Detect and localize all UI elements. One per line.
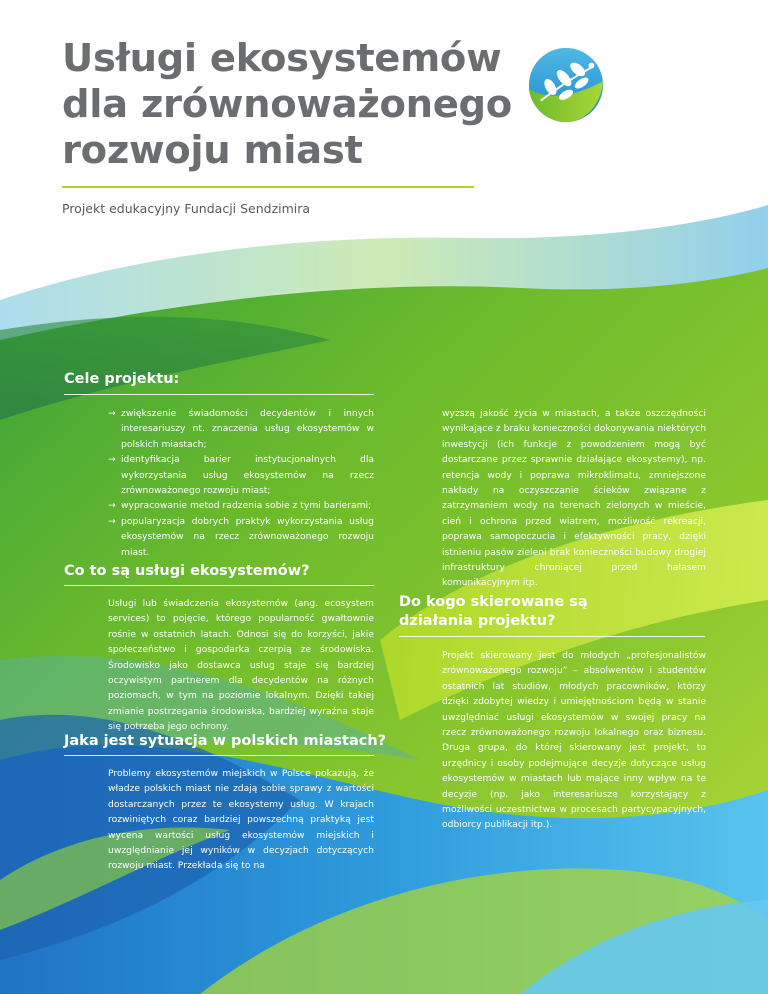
title-line: Usługi ekosystemów <box>62 36 502 81</box>
paragraph-situation: Problemy ekosystemów miejskich w Polsce pokazują, że władze polskich miast nie zdają sobie sprawy z wartości dostarczanych przez te ekosystemy usług. W krajach rozwiniętych coraz bardziej powszechną praktyką jest wycena wartości usług ekosystemów miejskich i uwzględnianie jej wyników w decyzjach dotyczących rozwoju miast. Przekłada się to na <box>108 768 374 872</box>
heading-line: Do kogo skierowane są <box>399 594 588 610</box>
arrow-right-icon: → <box>108 408 116 419</box>
paragraph-what: Usługi lub świadczenia ekosystemów (ang. ecosystem services) to pojęcie, którego popularność gwałtownie rośnie w ostatnich latach. Odnosi się do korzyści, jakie społeczeństwo i gospodarka czerpią ze środowiska. Środowisko jako dostawca usług staje się bardziej oczywistym partnerem dla decydentów na różnych poziomach, w tym na poziomie lokalnym. Dzięki takiej zmianie postrzegania środowiska, bardziej wyraźna staje się potrzeba jego ochrony. <box>108 598 374 733</box>
heading-line: działania projektu? <box>399 613 556 629</box>
list-item <box>108 498 374 513</box>
list-item <box>108 514 374 560</box>
leaf-branch-globe-icon <box>527 46 605 124</box>
section-rule <box>64 585 374 586</box>
goals-list <box>108 406 374 560</box>
page-title <box>62 36 532 174</box>
list-item-text: identyfikacja barier instytucjonalnych dla wykorzystania usług ekosystemów na rzecz zrównoważonego rozwoju miast; <box>121 454 374 497</box>
list-item-text: wypracowanie metod radzenia sobie z tymi barierami; <box>121 500 372 512</box>
paragraph-continuation: wyższą jakość życia w miastach, a także oszczędności wynikające z braku konieczności dokonywania niektórych inwestycji (ich funkcje z powodzeniem mogą być dostarczane przez sprawnie działające ekosystemy), np. retencja wody i poprawa mikroklimatu, zmniejszone nakłady na oczyszczanie ścieków związane z zatrzymaniem wody na terenach zielonych w mieście, cień i ochrona przed wiatrem, możliwość rekreacji, poprawa samopoczucia i efektywności pracy, dzięki istnieniu pasów zieleni brak konieczności budowy drogiej infrastruktury chroniącej przed hałasem komunikacyjnym itp. <box>442 408 707 589</box>
section-heading-goals: Cele projektu: <box>64 371 180 387</box>
section-heading-audience <box>399 593 588 631</box>
title-underline <box>62 186 474 188</box>
list-item-text: popularyzacja dobrych praktyk wykorzystania usług ekosystemów na rzecz zrównoważonego rozwoju miast. <box>121 515 374 558</box>
section-heading-situation: Jaka jest sytuacja w polskich miastach? <box>64 733 387 749</box>
section-heading-what: Co to są usługi ekosystemów? <box>64 563 310 579</box>
title-line: dla zrównoważonego <box>62 82 512 127</box>
arrow-right-icon: → <box>108 454 116 466</box>
list-item-text: zwiększenie świadomości decydentów i innych interesariuszy nt. znaczenia usług ekosystemów w polskich miastach; <box>121 408 374 450</box>
list-item <box>108 406 374 452</box>
section-rule <box>399 636 705 637</box>
section-rule <box>64 394 374 395</box>
arrow-right-icon: → <box>108 500 116 512</box>
subtitle: Projekt edukacyjny Fundacji Sendzimira <box>62 201 311 216</box>
list-item <box>108 452 374 498</box>
paragraph-audience: Projekt skierowany jest do młodych „profesjonalistów zrównoważonego rozwoju” – absolwentów i studentów ostatnich lat studiów, młodych pracowników, którzy dzięki zdobytej wiedzy i umiejętnościom będą w stanie uwzględniać usługi ekosystemów w swojej pracy na rzecz zrównoważonego rozwoju lokalnego oraz biznesu. Druga grupa, do której skierowany jest projekt, to urzędnicy i osoby podejmujące decyzje dotyczące usług ekosystemów w miastach lub mające inny wpływ na te decyzje (np. jako interesariusze korzystający z możliwości uczestnictwa w procesach partycypacyjnych, odbiorcy publikacji itp.). <box>442 650 706 831</box>
title-line: rozwoju miast <box>62 128 363 173</box>
section-rule <box>64 755 374 756</box>
arrow-right-icon: → <box>108 515 116 527</box>
